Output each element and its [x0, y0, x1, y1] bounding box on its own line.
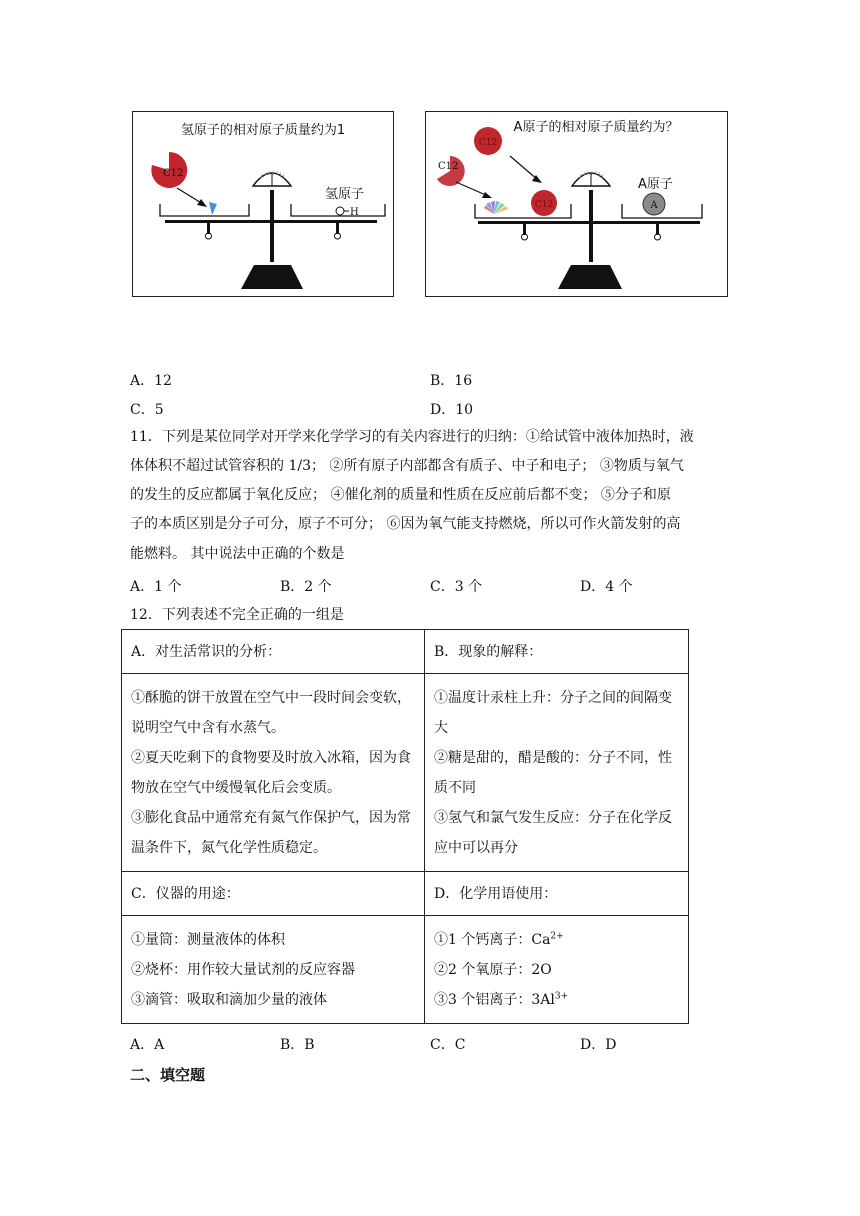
q11-option-c: C．3 个 — [430, 579, 483, 595]
q12-b-item-1: ①温度计汞柱上升：分子之间的间隔变大 — [434, 690, 672, 736]
q11-line-1: 11．下列是某位同学对开学来化学学习的有关内容进行的归纳：①给试管中液体加热时，液 — [130, 429, 694, 445]
svg-text:C12: C12 — [438, 161, 459, 172]
q12-cell-b-body — [425, 674, 689, 872]
q11-line-5: 能燃料。 其中说法中正确的个数是 — [130, 546, 345, 562]
carbon-12-partial-atom-icon — [437, 156, 465, 186]
q11-option-a: A．1 个 — [130, 579, 182, 595]
figure-a-atom-balance — [425, 111, 728, 297]
q12-a-item-1: ①酥脆的饼干放置在空气中一段时间会变软，说明空气中含有水蒸气。 — [131, 690, 411, 736]
q12-c-item-2: ②烧杯：用作较大量试剂的反应容器 — [131, 962, 355, 978]
q12-cell-a-body — [122, 674, 425, 872]
figure-right-title: A原子的相对原子质量约为？ — [513, 120, 679, 135]
section-heading-fill-in: 二、填空题 — [130, 1066, 206, 1084]
q12-cell-d-title: D．化学用语使用： — [425, 872, 689, 916]
q12-cell-c-title: C．仪器的用途： — [122, 872, 425, 916]
carbon-wedge-icon — [209, 202, 217, 215]
a-atom-symbol: A — [650, 200, 658, 211]
svg-text:C12: C12 — [478, 138, 498, 148]
svg-text:C12: C12 — [534, 200, 554, 210]
q12-a-item-3: ③膨化食品中通常充有氮气作保护气，因为常温条件下，氮气化学性质稳定。 — [131, 810, 411, 856]
a-atom-label: A原子 — [638, 177, 673, 192]
carbon-12-pan-atom-icon — [531, 190, 557, 216]
q12-c-item-1: ①量筒：测量液体的体积 — [131, 932, 285, 948]
q10-option-b: B．16 — [430, 373, 473, 389]
q12-b-item-2: ②糖是甜的，醋是酸的：分子不同，性质不同 — [434, 750, 672, 796]
q12-a-item-2: ②夏天吃剩下的食物要及时放入冰箱，因为食物放在空气中缓慢氧化后会变质。 — [131, 750, 411, 796]
carbon-12-atom-icon — [151, 152, 187, 188]
q12-d-item-1: ①1 个钙离子：$Ca^{2+}$ — [434, 931, 564, 948]
carbon-12-full-atom-icon — [474, 127, 502, 155]
figure-left-title: 氢原子的相对原子质量约为1 — [180, 123, 346, 138]
q11-line-4: 子的本质区别是分子可分，原子不可分； ⑥因为氧气能支持燃烧，所以可作火箭发射的高 — [130, 516, 681, 532]
q12-table — [121, 629, 689, 1024]
q10-option-c: C．5 — [130, 402, 164, 418]
q12-stem: 12．下列表述不完全正确的一组是 — [130, 607, 344, 623]
q12-cell-b-title: B．现象的解释： — [425, 630, 689, 674]
q12-option-b: B．B — [280, 1037, 315, 1053]
q12-cell-a-title: A．对生活常识的分析： — [122, 630, 425, 674]
q12-option-c: C．C — [430, 1037, 466, 1053]
q12-d-item-3: ③3 个铝离子：$3Al^{3+}$ — [434, 991, 569, 1008]
q11-option-d: D．4 个 — [580, 579, 633, 595]
q11-line-2: 体体积不超过试管容积的 1/3； ②所有原子内部都含有质子、中子和电子； ③物质与氧气 — [130, 458, 684, 474]
q10-option-d: D．10 — [430, 402, 474, 418]
q11-option-b: B．2 个 — [280, 579, 332, 595]
q11-line-3: 的发生的反应都属于氧化反应； ④催化剂的质量和性质在反应前后都不变； ⑤分子和原 — [130, 487, 671, 503]
q10-option-a: A．12 — [130, 373, 172, 389]
hydrogen-atom-icon — [336, 207, 344, 215]
q12-c-item-3: ③滴管：吸取和滴加少量的液体 — [131, 992, 327, 1008]
q12-d-item-2: ②2 个氧原子：2O — [434, 962, 552, 978]
carbon-wedges-fan-icon — [484, 201, 508, 214]
q12-cell-d-body — [425, 916, 689, 1024]
hydrogen-atom-label: 氢原子 — [325, 187, 365, 202]
q12-b-item-3: ③氢气和氯气发生反应：分子在化学反应中可以再分 — [434, 810, 672, 856]
q12-cell-c-body — [122, 916, 425, 1024]
hydrogen-symbol: H — [350, 207, 359, 218]
figure-hydrogen-balance — [132, 111, 394, 297]
q12-option-a: A．A — [130, 1037, 165, 1053]
q12-option-d: D．D — [580, 1037, 617, 1053]
c12-label: C12 — [163, 168, 184, 179]
